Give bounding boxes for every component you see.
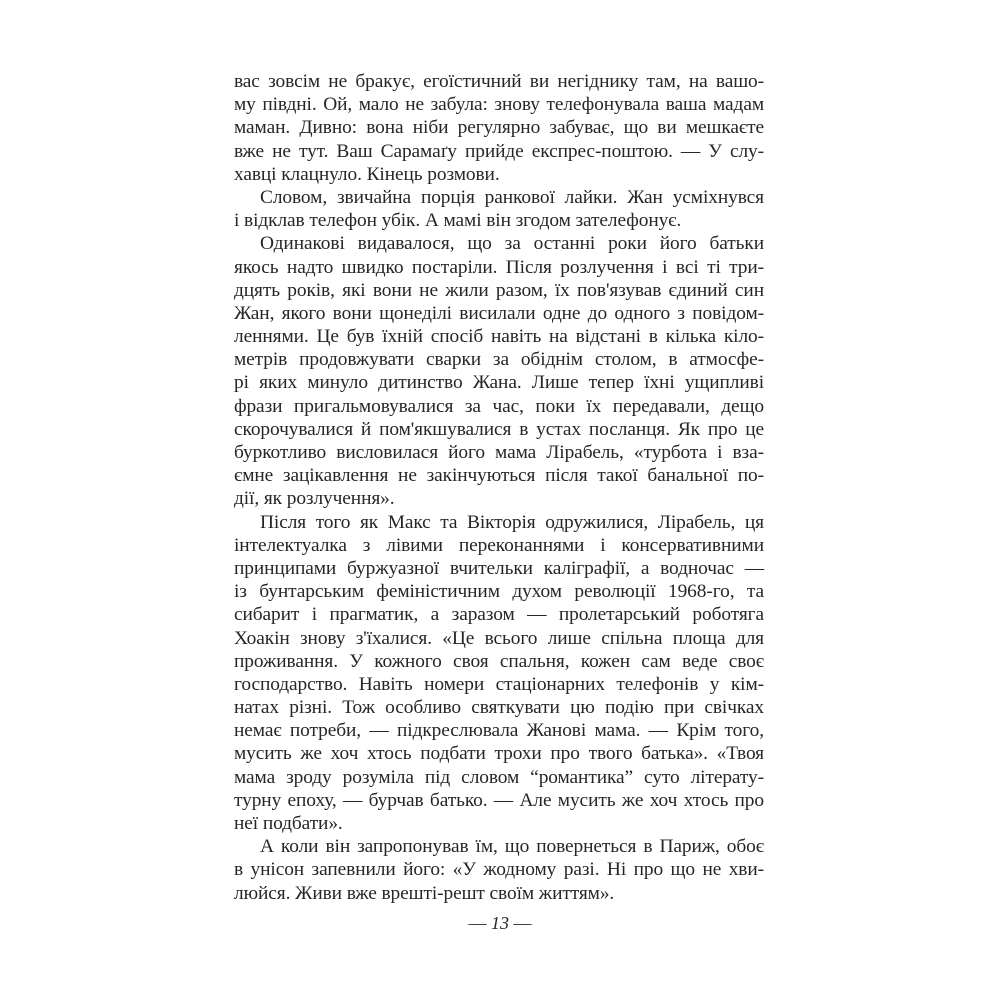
text-line: мама зроду розуміла під словом “романтика” суто літерату- bbox=[234, 766, 764, 788]
text-line: дії, як розлучення». bbox=[234, 488, 395, 510]
text-line: принципами буржуазної вчительки каліграфії, а водночас — bbox=[234, 557, 764, 579]
text-line: в унісон запевнили його: «У жодному разі. Ні про що не хви- bbox=[234, 859, 764, 881]
body-text bbox=[234, 70, 764, 905]
text-line: вже не тут. Ваш Сарамаґу прийде експрес-поштою. — У слу- bbox=[234, 140, 764, 162]
page-number bbox=[0, 913, 1000, 934]
text-line: рі яких минуло дитинство Жана. Лише тепер їхні ущипливі bbox=[234, 372, 764, 394]
text-line: мусить же хоч хтось подбати трохи про твого батька». «Твоя bbox=[234, 743, 764, 765]
text-line: му півдні. Ой, мало не забула: знову телефонувала ваша мадам bbox=[234, 94, 764, 116]
paragraph-start-line: Після того як Макс та Вікторія одружилися, Лірабель, ця bbox=[260, 511, 764, 533]
text-line: натах різні. Тож особливо святкувати цю подію при свічках bbox=[234, 697, 764, 719]
page-number-value: 13 bbox=[491, 913, 509, 933]
text-line: Жан, якого вони щонеділі висилали одне до одного з повідом- bbox=[234, 302, 764, 324]
text-line: фрази пригальмовувалися за час, поки їх передавали, дещо bbox=[234, 395, 764, 417]
text-line: дцять років, які вони не жили разом, їх пов'язував єдиний син bbox=[234, 279, 764, 301]
text-line: неї подбати». bbox=[234, 813, 343, 834]
text-line: вас зовсім не бракує, егоїстичний ви негіднику там, на вашо- bbox=[234, 71, 764, 92]
text-line: сибарит і прагматик, а заразом — пролетарський роботяга bbox=[234, 604, 764, 626]
paragraph-start-line: Словом, звичайна порція ранкової лайки. Жан усміхнувся bbox=[260, 186, 764, 208]
text-line: і відклав телефон убік. А мамі він згодом зателефонує. bbox=[234, 210, 682, 232]
text-line: буркотливо висловилася його мама Лірабель, «турбота і вза- bbox=[234, 442, 764, 463]
text-line: люйся. Живи вже врешті-решт своїм життям». bbox=[234, 882, 615, 904]
page-number-dash-left: — bbox=[468, 913, 487, 933]
page-number-dash-right: — bbox=[513, 913, 532, 933]
text-line: господарство. Навіть номери стаціонарних телефонів у кім- bbox=[234, 673, 764, 695]
text-line: метрів продовжувати сварки за обіднім столом, в атмосфе- bbox=[234, 349, 764, 371]
text-line: хавці клацнуло. Кінець розмови. bbox=[234, 163, 500, 185]
text-line: інтелектуалка з лівими переконаннями і консервативними bbox=[234, 534, 764, 556]
paragraph-start-line: Одинаковi видавалося, що за останні роки його батьки bbox=[260, 233, 764, 255]
text-line: Хоакін знову з'їхалися. «Це всього лише спільна площа для bbox=[234, 627, 764, 649]
text-line: леннями. Це був їхній спосіб навіть на відстані в кілька кіло- bbox=[234, 326, 764, 348]
text-line: ємне зацікавлення не закінчуються після такої банальної по- bbox=[234, 465, 764, 487]
text-line: маман. Дивно: вона ніби регулярно забуває, що ви мешкаєте bbox=[234, 117, 764, 139]
text-line: немає потреби, — підкреслювала Жанові мама. — Крім того, bbox=[234, 720, 764, 742]
text-line: із бунтарським феміністичним духом революції 1968-го, та bbox=[234, 581, 764, 603]
text-line: турну епоху, — бурчав батько. — Але мусить же хоч хтось про bbox=[234, 789, 764, 811]
paragraph-start-line: А коли він запропонував їм, що повернеться в Париж, обоє bbox=[260, 836, 764, 858]
text-line: якось надто швидко постаріли. Після розлучення і всі ті три- bbox=[234, 256, 764, 278]
text-line: скорочувалися й пом'якшувалися в устах посланця. Як про це bbox=[234, 418, 764, 440]
text-line: проживання. У кожного своя спальня, кожен сам веде своє bbox=[234, 650, 764, 672]
